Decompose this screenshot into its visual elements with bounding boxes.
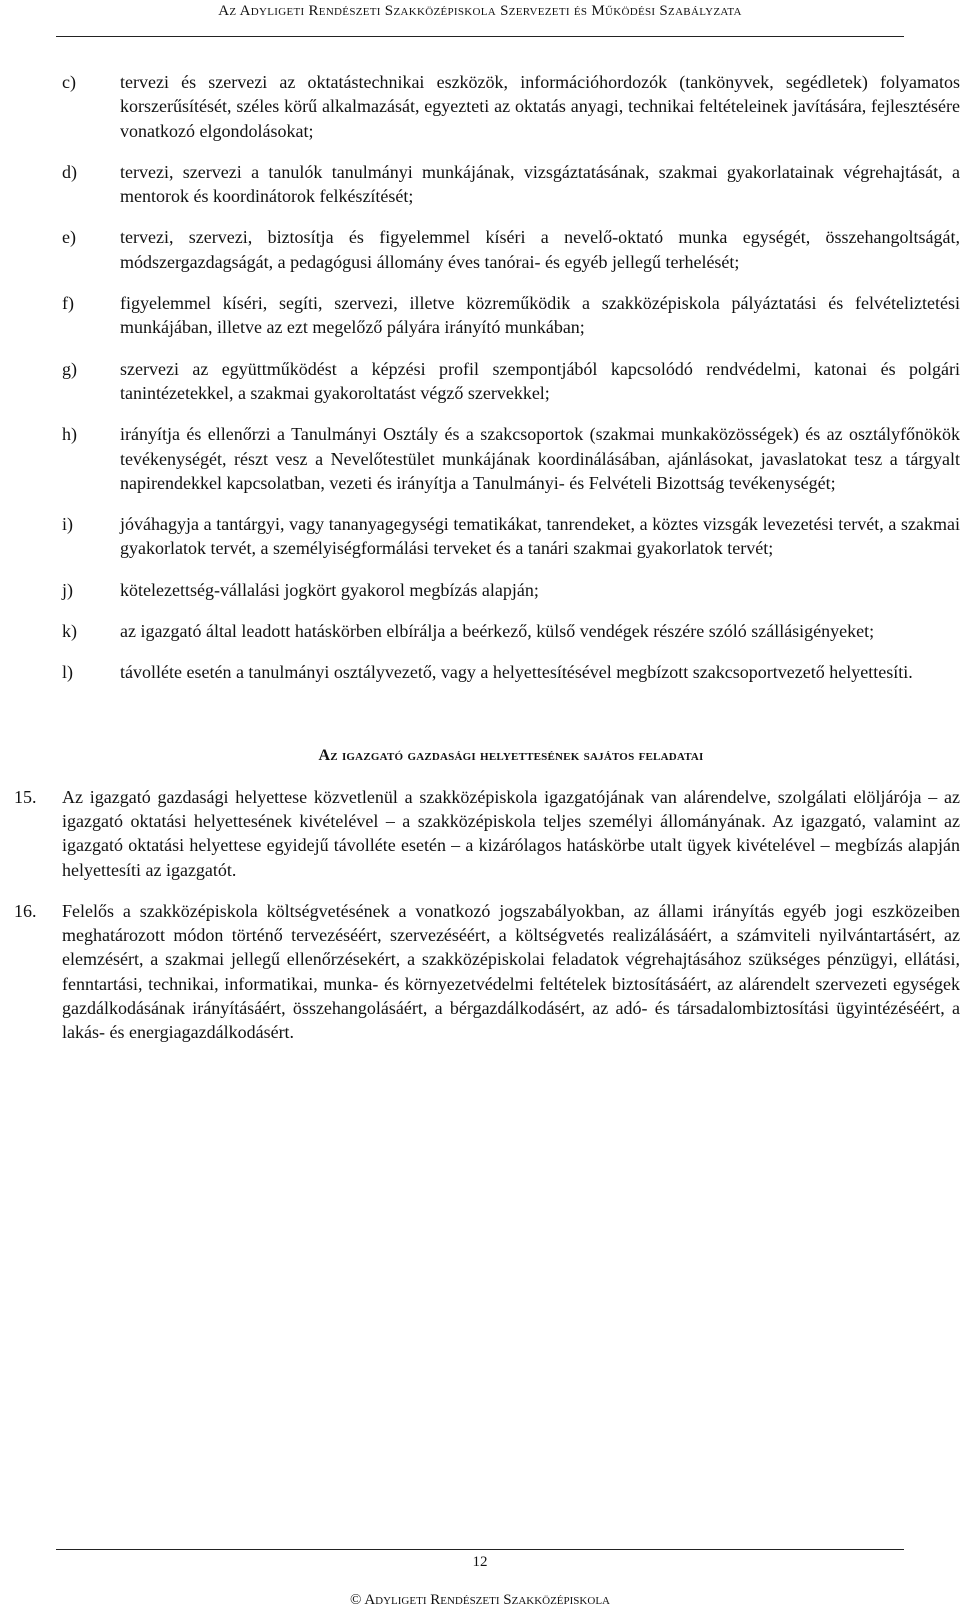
- item-label: j): [62, 579, 73, 600]
- item-label: k): [62, 621, 77, 642]
- numbered-list: [14, 785, 960, 1045]
- item-label: f): [62, 293, 74, 314]
- item-label: e): [62, 227, 76, 248]
- list-item: [62, 512, 960, 561]
- item-label: d): [62, 161, 77, 182]
- page-number: 12: [472, 1554, 488, 1570]
- page-body: [14, 70, 960, 1062]
- paragraph-text: Felelős a szakközépiskola költségvetésének a vonatkozó jogszabályokban, az állami irányítás egyéb jogi eszközeiben meghatározott módon történő tervezéséért, szervezéséért, a költségvetés realizálásáért, a számviteli nyilvántartásért, az elemzésért, a szakmai jellegű ellenőrzésekért, a szakközépiskolai feladatok végrehajtásához szükséges pénzügyi, ellátási, fenntartási, technikai, informatikai, munka- és környezetvédelmi feltételek biztosításáért, az alárendelt szervezeti egységek gazdálkodásának irányításáért, összehangolásáért, a bérgazdálkodásért, az adó- és társadalombiztosítási ügyintézéséért, a lakás- és energiagazdálkodásért.: [62, 900, 960, 1043]
- list-item: [62, 578, 960, 602]
- paragraph-text: Az igazgató gazdasági helyettese közvetlenül a szakközépiskola igazgatójának van alárendelve, szolgálati elöljárója – az igazgató oktatási helyettesének kivételével – a szakközépiskola teljes személyi állományának. Az igazgató, valamint az igazgató oktatási helyettese egyidejű távolléte esetén – a kizárólagos hatáskörbe utalt ügyek kivételével – megbízás alapján helyettesíti az igazgatót.: [62, 786, 960, 880]
- lettered-list: [62, 70, 960, 685]
- item-text: tervezi, szervezi, biztosítja és figyelemmel kíséri a nevelő-oktató munka egységét, összehangoltságát, módszergazdagságát, a pedagógusi állomány éves tanórai- és egyéb jellegű terhelését;: [120, 227, 960, 272]
- paragraph-number: 16.: [14, 900, 37, 921]
- paragraph-number: 15.: [14, 786, 37, 807]
- item-text: távolléte esetén a tanulmányi osztályvezető, vagy a helyettesítésével megbízott szakcsoportvezető helyettesíti.: [120, 662, 913, 683]
- list-item: [62, 70, 960, 143]
- item-text: figyelemmel kíséri, segíti, szervezi, illetve közreműködik a szakközépiskola pályáztatási és felvételiztetési munkájában, illetve az ezt megelőző pályára irányító munkában;: [120, 293, 960, 338]
- section-heading: Az igazgató gazdasági helyettesének sajátos feladatai: [318, 746, 704, 764]
- item-label: h): [62, 424, 77, 445]
- numbered-paragraph: [14, 785, 960, 882]
- list-item: [62, 160, 960, 209]
- list-item: [62, 619, 960, 643]
- list-item: [62, 225, 960, 274]
- item-text: szervezi az együttműködést a képzési profil szempontjából kapcsolódó rendvédelmi, katonai és polgári tanintézetekkel, a szakmai gyakoroltatást végző szervekkel;: [120, 358, 960, 403]
- item-text: tervezi és szervezi az oktatástechnikai eszközök, információhordozók (tankönyvek, segédletek) folyamatos korszerűsítését, széles körű alkalmazását, egyezteti az oktatás anyagi, technikai feltételeinek javítására, fejlesztésére vonatkozó elgondolásokat;: [120, 72, 960, 141]
- item-label: i): [62, 514, 73, 535]
- item-label: l): [62, 662, 73, 683]
- item-text: az igazgató által leadott hatáskörben elbírálja a beérkező, külső vendégek részére szóló szállásigényeket;: [120, 621, 875, 642]
- list-item: [62, 660, 960, 684]
- item-label: c): [62, 72, 76, 92]
- item-text: jóváhagyja a tantárgyi, vagy tananyagegységi tematikákat, tanrendeket, a köztes vizsgák levezetési tervét, a szakmai gyakorlatok tervét, a személyiségformálási terveket és a tanári szakmai gyakorlatok tervét;: [120, 514, 960, 559]
- numbered-paragraph: [14, 899, 960, 1045]
- list-item: [62, 422, 960, 495]
- list-item: [62, 357, 960, 406]
- item-text: kötelezettség-vállalási jogkört gyakorol megbízás alapján;: [120, 579, 539, 600]
- item-text: irányítja és ellenőrzi a Tanulmányi Osztály és a szakcsoportok (szakmai munkaközösségek) és az osztályfőnökök tevékenységét, részt vesz a Nevelőtestület munkájának koordinálásában, ajánlásokat, javaslatokat tesz a tárgyalt napirendekkel kapcsolatban, vezeti és irányítja a Tanulmányi- és Felvételi Bizottság tevékenységét;: [120, 424, 960, 493]
- footer-divider: [56, 1549, 904, 1550]
- list-item: [62, 291, 960, 340]
- footer-copyright: © Adyligeti Rendészeti Szakközépiskola: [350, 1592, 610, 1608]
- item-label: g): [62, 358, 77, 379]
- item-text: tervezi, szervezi a tanulók tanulmányi munkájának, vizsgáztatásának, szakmai gyakorlatainak végrehajtását, a mentorok és koordinátorok felkészítését;: [120, 161, 960, 207]
- page-header: [56, 0, 904, 37]
- header-title: Az Adyligeti Rendészeti Szakközépiskola Szervezeti és Működési Szabályzata: [218, 3, 742, 19]
